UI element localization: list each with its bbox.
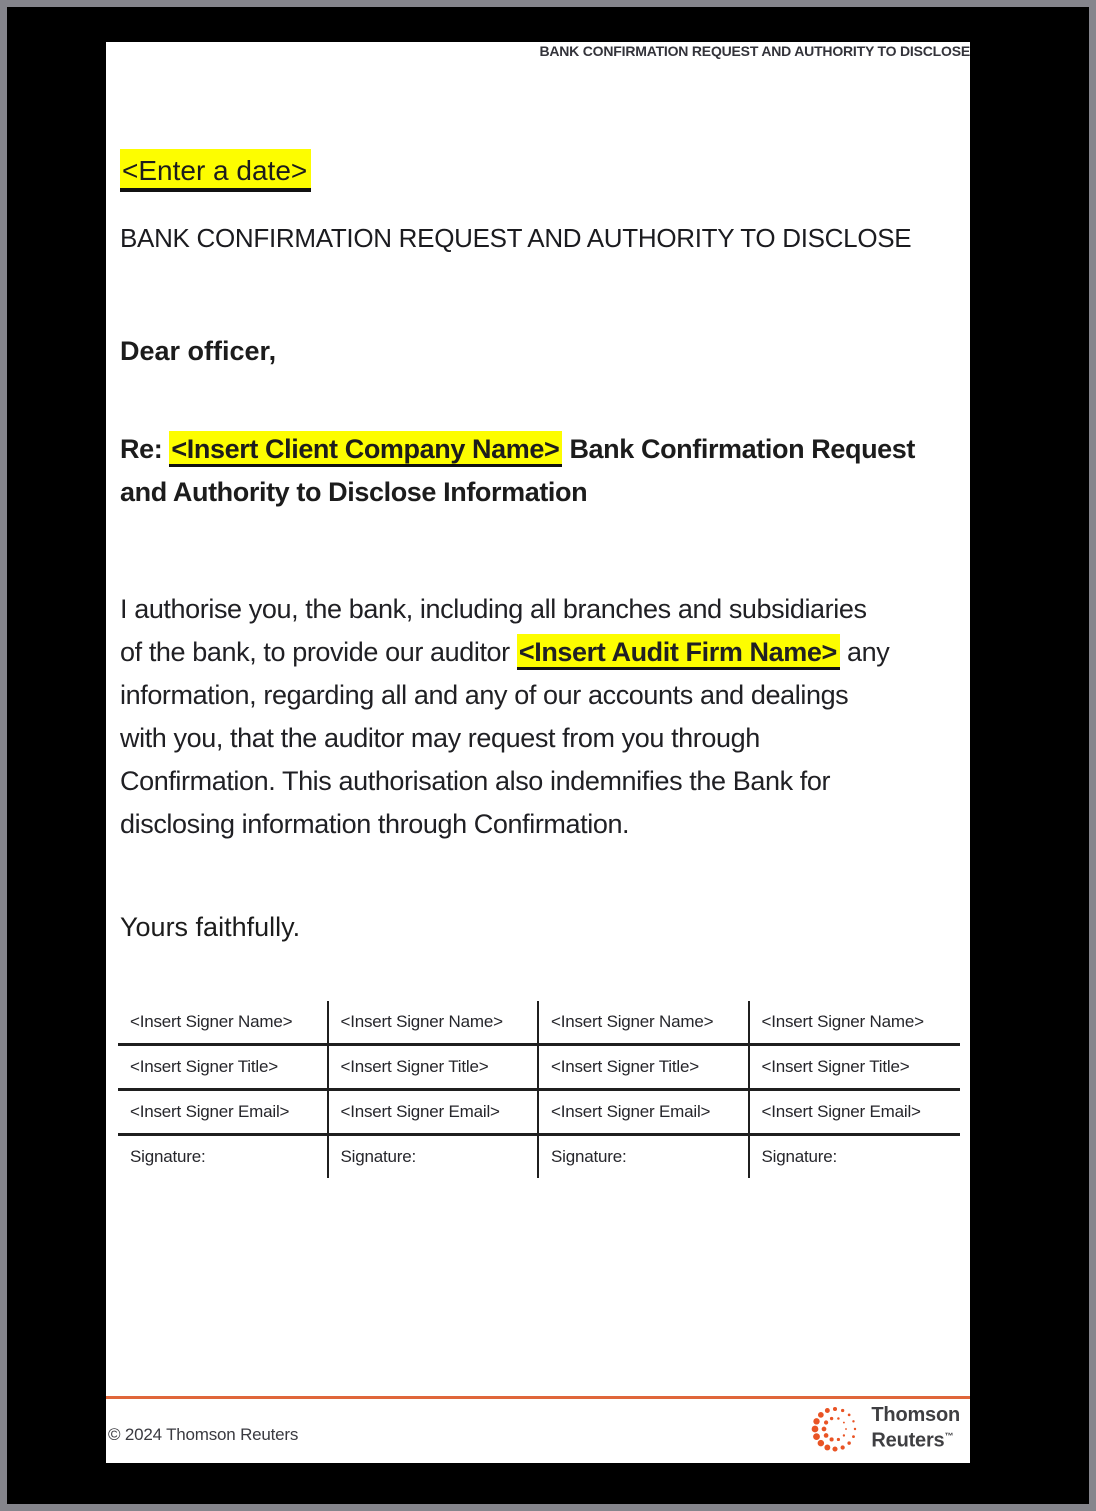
- body-line-1: I authorise you, the bank, including all branches and subsidiaries: [120, 594, 867, 624]
- signer-email-cell: <Insert Signer Email>: [761, 1102, 921, 1121]
- signer-table: [118, 1001, 960, 1178]
- signer-title-cell: <Insert Signer Title>: [118, 1046, 329, 1088]
- signature-cell: Signature:: [761, 1147, 837, 1166]
- document-page: [106, 42, 970, 1463]
- signer-name-cell: <Insert Signer Name>: [329, 1001, 540, 1043]
- re-line-1: [120, 428, 956, 471]
- signer-title-cell: <Insert Signer Title>: [329, 1046, 540, 1088]
- brand-line-2: Reuters: [871, 1429, 945, 1452]
- copyright-text: © 2024 Thomson Reuters: [108, 1425, 299, 1444]
- signer-name-cell: <Insert Signer Name>: [539, 1001, 750, 1043]
- trademark-symbol: ™: [944, 1430, 954, 1441]
- signature-cell: Signature:: [539, 1136, 750, 1178]
- signature-cell: Signature:: [329, 1136, 540, 1178]
- signer-name-cell: <Insert Signer Name>: [761, 1012, 924, 1031]
- signature-row: [118, 1136, 960, 1178]
- signer-email-row: [118, 1091, 960, 1136]
- closing: Yours faithfully.: [120, 912, 301, 942]
- document-title: BANK CONFIRMATION REQUEST AND AUTHORITY TO DISCLOSE: [120, 223, 912, 253]
- body-paragraph: [120, 588, 960, 846]
- signature-cell: Signature:: [118, 1136, 329, 1178]
- signer-name-cell: <Insert Signer Name>: [118, 1001, 329, 1043]
- viewer-background: [7, 7, 1089, 1504]
- body-line-3: information, regarding all and any of our accounts and dealings: [120, 680, 849, 710]
- thomson-reuters-logo: [805, 1398, 960, 1458]
- body-line-4: with you, that the auditor may request from you through: [120, 723, 760, 753]
- body-line-5: Confirmation. This authorisation also indemnifies the Bank for: [120, 766, 831, 796]
- body-line2-post: any: [839, 637, 890, 667]
- body-line2-pre: of the bank, to provide our auditor: [120, 637, 517, 667]
- signer-title-cell: <Insert Signer Title>: [761, 1057, 910, 1076]
- re-prefix: Re:: [120, 434, 170, 464]
- brand-line-1: Thomson: [871, 1403, 960, 1426]
- body-line-6: disclosing information through Confirmation.: [120, 809, 630, 839]
- audit-firm-placeholder: <Insert Audit Firm Name>: [517, 634, 840, 670]
- signer-title-cell: <Insert Signer Title>: [539, 1046, 750, 1088]
- signer-title-row: [118, 1046, 960, 1091]
- re-line-2: and Authority to Disclose Information: [120, 477, 588, 507]
- re-line1-suffix: Bank Confirmation Request: [562, 434, 915, 464]
- signer-email-cell: <Insert Signer Email>: [539, 1091, 750, 1133]
- signer-email-cell: <Insert Signer Email>: [118, 1091, 329, 1133]
- thomson-reuters-kinesis-icon: [805, 1398, 865, 1458]
- salutation: Dear officer,: [120, 336, 277, 366]
- client-company-placeholder: <Insert Client Company Name>: [169, 431, 562, 467]
- signer-email-cell: <Insert Signer Email>: [329, 1091, 540, 1133]
- running-header: BANK CONFIRMATION REQUEST AND AUTHORITY TO DISCLOSE: [539, 43, 970, 59]
- signer-name-row: [118, 1001, 960, 1046]
- re-subject-block: [120, 428, 956, 514]
- thomson-reuters-wordmark: [871, 1405, 960, 1452]
- date-placeholder-highlight: <Enter a date>: [120, 149, 311, 192]
- date-line: [120, 155, 311, 187]
- body-line-2: [120, 631, 960, 674]
